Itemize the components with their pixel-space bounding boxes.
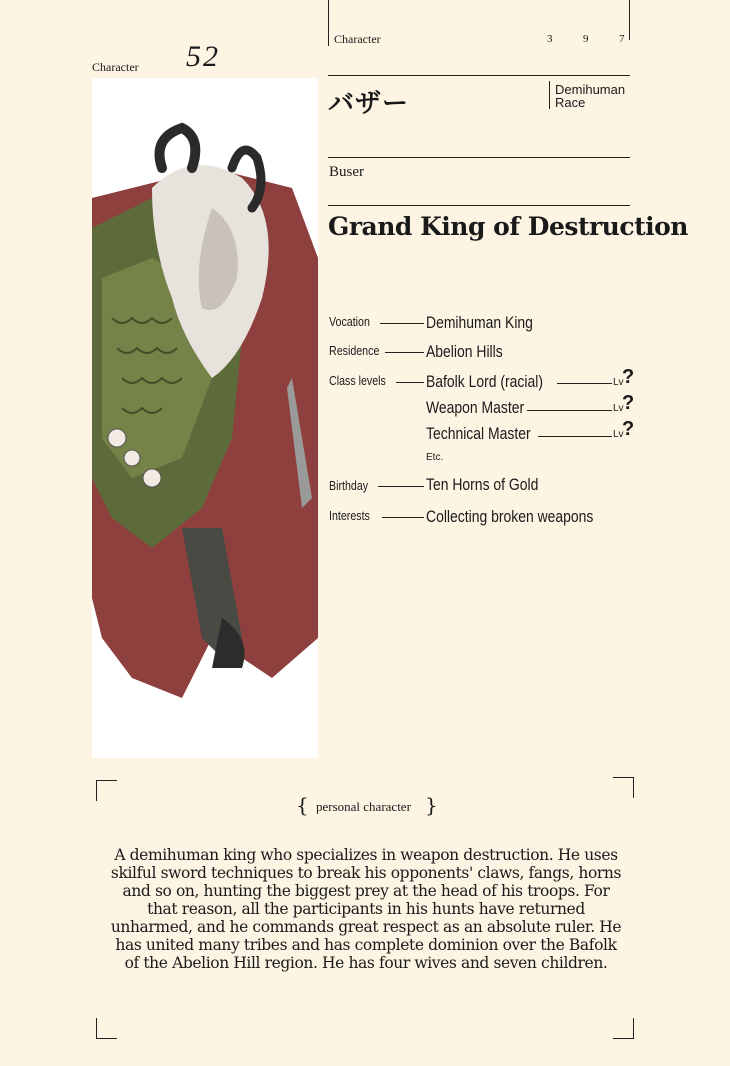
name-top-rule — [328, 75, 630, 76]
race-divider — [549, 81, 550, 109]
residence-leader — [385, 352, 424, 353]
class-name: Weapon Master — [426, 398, 525, 417]
character-name-english: Buser — [329, 164, 364, 180]
class-level-value: ? — [622, 366, 635, 388]
header-label-left: Character — [92, 60, 139, 74]
frame-corner-top-left — [96, 780, 117, 801]
vocation-value: Demihuman King — [426, 313, 533, 332]
interests-leader — [382, 517, 424, 518]
birthday-label: Birthday — [329, 478, 369, 493]
page-digit: 9 — [583, 33, 589, 45]
interests-value: Collecting broken weapons — [426, 507, 594, 526]
header-right-rule — [629, 0, 630, 40]
character-name-japanese: バザー — [328, 89, 410, 119]
close-brace: } — [425, 793, 438, 817]
class-level-label: Lv — [613, 377, 624, 388]
class-level-label: Lv — [613, 403, 624, 414]
personal-description: A demihuman king who specializes in weapon destruction. He uses skilful sword techniques to break his opponents' claws, fangs, horns and so on, hunting the biggest prey at the head of his troops. For that reason, all the participants in his hunts have returned unharmed, and he commands great respect as an absolute ruler. He has united many tribes and has complete dominion over the Bafolk of the Abelion Hill region. He has four wives and seven children. — [110, 846, 622, 972]
section-heading: personal character — [316, 799, 411, 814]
vocation-label: Vocation — [329, 314, 370, 329]
open-brace: { — [296, 793, 309, 817]
page-digit: 3 — [547, 33, 553, 45]
residence-value: Abelion Hills — [426, 342, 503, 361]
frame-corner-bottom-right — [613, 1018, 634, 1039]
demihuman-king-illustration — [92, 78, 318, 758]
title-top-rule — [328, 205, 630, 206]
residence-label: Residence — [329, 343, 380, 358]
class-leader — [538, 436, 612, 437]
vocation-leader — [380, 323, 424, 324]
birthday-leader — [378, 486, 424, 487]
class-name: Technical Master — [426, 424, 531, 443]
header-label-right: Character — [334, 32, 381, 46]
character-title: Grand King of Destruction — [328, 212, 688, 241]
character-portrait — [92, 78, 318, 758]
name-middle-rule — [328, 157, 630, 158]
race-line: Race — [555, 95, 586, 110]
header-left-rule — [328, 0, 329, 46]
character-number: 52 — [186, 40, 220, 73]
class-leader — [527, 410, 612, 411]
frame-corner-top-right — [613, 777, 634, 798]
class-name: Bafolk Lord (racial) — [426, 372, 543, 391]
class-levels-leader — [396, 382, 424, 383]
race-line: Demihuman — [555, 82, 626, 97]
class-leader — [557, 383, 612, 384]
class-level-label: Lv — [613, 429, 624, 440]
birthday-value: Ten Horns of Gold — [426, 475, 539, 494]
class-levels-label: Class levels — [329, 373, 386, 388]
interests-label: Interests — [329, 508, 370, 523]
class-etc: Etc. — [426, 452, 444, 463]
class-level-value: ? — [622, 418, 635, 440]
frame-corner-bottom-left — [96, 1018, 117, 1039]
page-digit: 7 — [619, 33, 625, 45]
race-label — [555, 83, 625, 109]
class-level-value: ? — [622, 392, 635, 414]
